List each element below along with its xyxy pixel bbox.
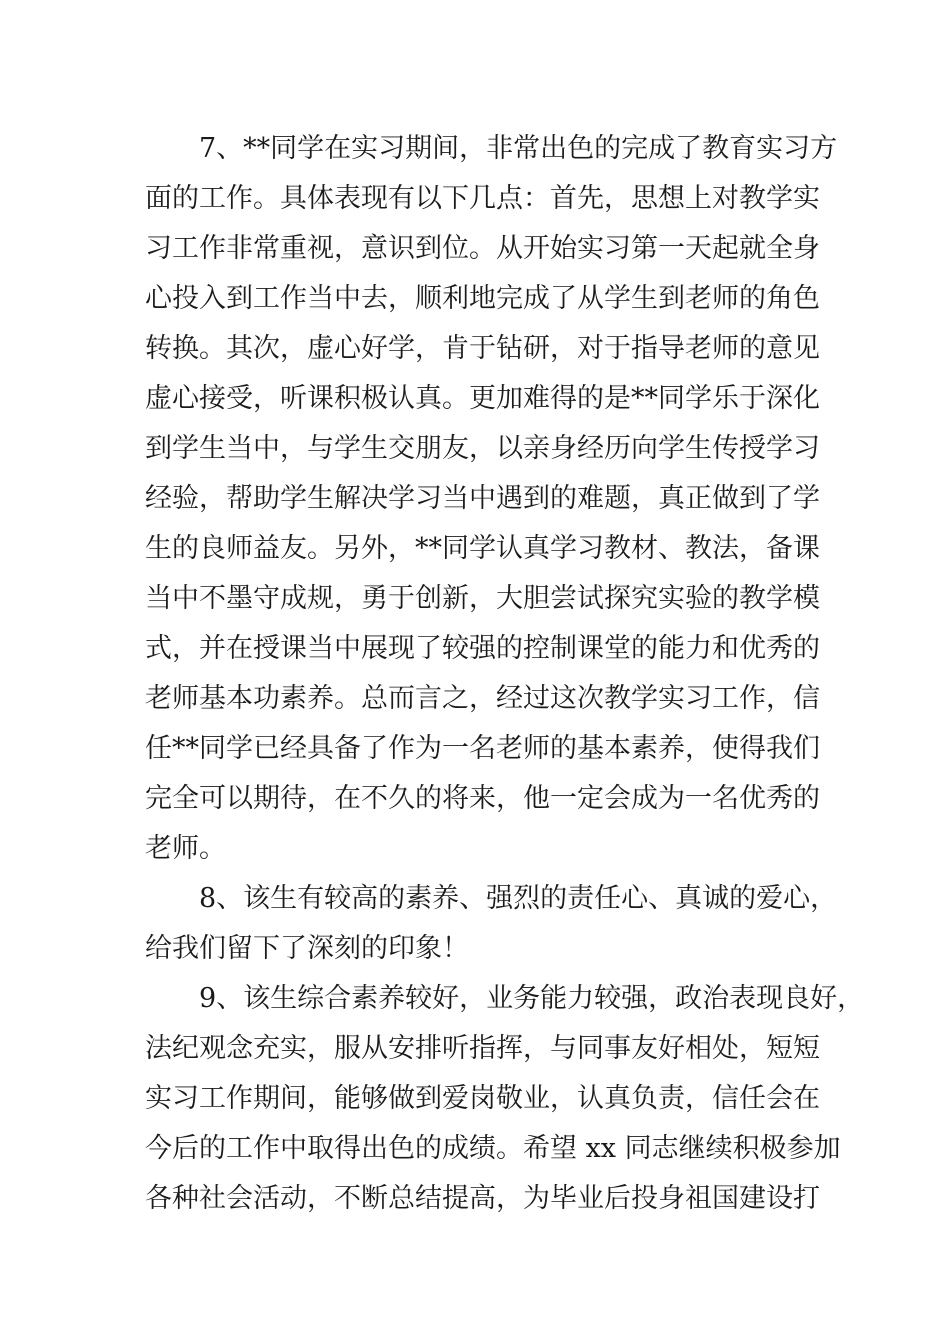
paragraph-line: 任**同学已经具备了作为一名老师的基本素养，使得我们 bbox=[145, 733, 820, 764]
paragraph-8 bbox=[145, 874, 838, 974]
paragraph-line: 老师。 bbox=[145, 833, 226, 864]
paragraph-line: 到学生当中，与学生交朋友，以亲身经历向学生传授学习 bbox=[145, 433, 820, 464]
paragraph-line: 实习工作期间，能够做到爱岗敬业，认真负责，信任会在 bbox=[145, 1083, 820, 1114]
paragraph-line: 当中不墨守成规，勇于创新，大胆尝试探究实验的教学模 bbox=[145, 583, 820, 614]
paragraph-line: 老师基本功素养。总而言之，经过这次教学实习工作，信 bbox=[145, 683, 820, 714]
paragraph-line: 转换。其次，虚心好学，肯于钻研，对于指导老师的意见 bbox=[145, 333, 820, 364]
paragraph-line: 式，并在授课当中展现了较强的控制课堂的能力和优秀的 bbox=[145, 633, 820, 664]
paragraph-line: 今后的工作中取得出色的成绩。希望 xx 同志继续积极参加 bbox=[145, 1133, 841, 1164]
paragraph-line: 生的良师益友。另外，**同学认真学习教材、教法，备课 bbox=[145, 533, 820, 564]
paragraph-line: 心投入到工作当中去，顺利地完成了从学生到老师的角色 bbox=[145, 283, 820, 314]
paragraph-9 bbox=[145, 974, 865, 1224]
paragraph-line: 习工作非常重视，意识到位。从开始实习第一天起就全身 bbox=[145, 233, 820, 264]
paragraph-line: 9、该生综合素养较好，业务能力较强，政治表现良好， bbox=[199, 983, 865, 1014]
paragraph-line: 面的工作。具体表现有以下几点：首先，思想上对教学实 bbox=[145, 183, 820, 214]
paragraph-line: 经验，帮助学生解决学习当中遇到的难题，真正做到了学 bbox=[145, 483, 820, 514]
paragraph-line: 7、**同学在实习期间，非常出色的完成了教育实习方 bbox=[199, 133, 838, 164]
paragraph-line: 虚心接受，听课积极认真。更加难得的是**同学乐于深化 bbox=[145, 383, 820, 414]
paragraph-line: 给我们留下了深刻的印象！ bbox=[145, 933, 469, 964]
paragraph-line: 8、该生有较高的素养、强烈的责任心、真诚的爱心， bbox=[199, 883, 838, 914]
document-body bbox=[145, 124, 865, 1224]
paragraph-line: 完全可以期待，在不久的将来，他一定会成为一名优秀的 bbox=[145, 783, 820, 814]
paragraph-line: 法纪观念充实，服从安排听指挥，与同事友好相处，短短 bbox=[145, 1033, 820, 1064]
paragraph-7 bbox=[145, 124, 838, 874]
paragraph-line: 各种社会活动，不断总结提高，为毕业后投身祖国建设打 bbox=[145, 1183, 820, 1214]
